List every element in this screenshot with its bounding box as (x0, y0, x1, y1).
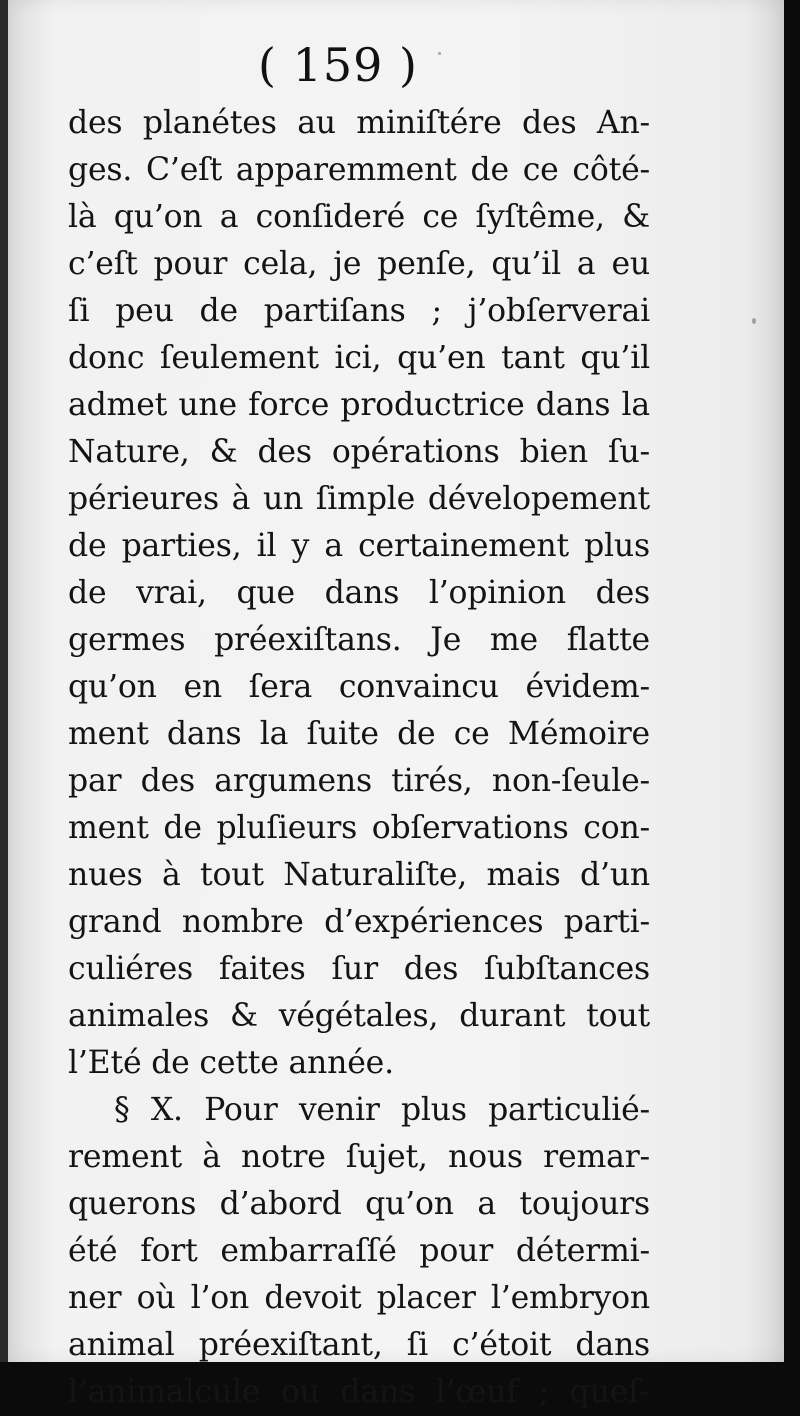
text-line: nues à tout Naturaliſte, mais d’un (68, 857, 650, 893)
text-line: périeures à un ſimple dévelopement (68, 481, 650, 517)
book-page (8, 0, 784, 1410)
page-edge (0, 0, 8, 1362)
text-line: querons d’abord qu’on a toujours (68, 1186, 650, 1222)
text-line: Nature, & des opérations bien ſu- (68, 434, 650, 470)
text-line: des planétes au miniſtére des An- (68, 105, 650, 141)
text-line: c’eſt pour cela, je penſe, qu’il a eu (68, 246, 650, 282)
text-line: par des argumens tirés, non-ſeule- (68, 763, 650, 799)
text-line: ment dans la ſuite de ce Mémoire (68, 716, 650, 752)
text-line: donc ſeulement ici, qu’en tant qu’il (68, 340, 650, 376)
text-line: germes préexiſtans. Je me flatte (68, 622, 650, 658)
text-line: culiéres faites ſur des ſubſtances (68, 951, 650, 987)
text-line: grand nombre d’expériences parti- (68, 904, 650, 940)
text-line: admet une force productrice dans la (68, 387, 650, 423)
text-line: l’Eté de cette année. (68, 1045, 394, 1081)
text-line: rement à notre ſujet, nous remar- (68, 1139, 650, 1175)
paper-speck (438, 52, 441, 55)
text-line: qu’on en ſera convaincu évidem- (68, 669, 650, 705)
text-line: de vrai, que dans l’opinion des (68, 575, 650, 611)
text-line: été fort embarraſſé pour détermi- (68, 1233, 650, 1269)
body-text (68, 100, 650, 1416)
text-line: animales & végétales, durant tout (68, 998, 650, 1034)
text-line: animal préexiſtant, ſi c’étoit dans (68, 1327, 650, 1363)
text-line: ner où l’on devoit placer l’embryon (68, 1280, 650, 1316)
paper-speck (752, 318, 756, 324)
text-line: ment de pluſieurs obſervations con- (68, 810, 650, 846)
section-heading-line: § X. Pour venir plus particulié- (114, 1092, 650, 1128)
text-line: l’animalcule ou dans l’œuf ; queſ- (68, 1374, 650, 1410)
text-line: de parties, il y a certainement plus (68, 528, 650, 564)
text-line: ges. C’eſt apparemment de ce côté- (68, 152, 650, 188)
text-line: ſi peu de partiſans ; j’obſerverai (68, 293, 650, 329)
page-number: ( 159 ) (258, 38, 418, 92)
text-line: là qu’on a conſideré ce ſyſtême, & (68, 199, 650, 235)
